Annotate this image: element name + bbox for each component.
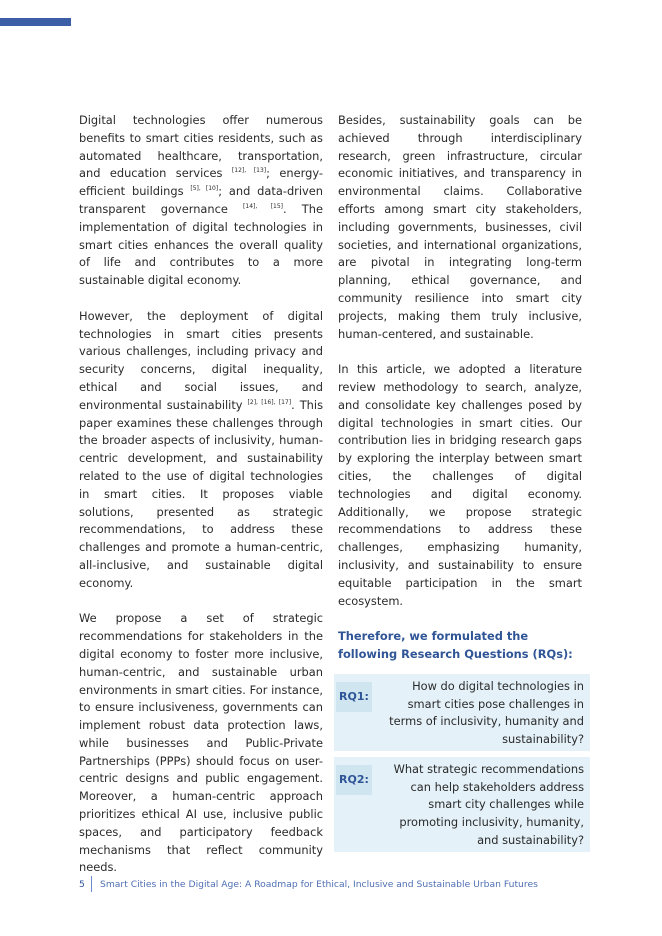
- research-question-box: [334, 757, 590, 852]
- header-accent-bar: [0, 18, 71, 26]
- paragraph-benefits: Digital technologies offer numerous benefits to smart cities residents, such as automated healthcare, transportation, and education services [12], [13]; energy-efficient buildings [5], [10]; and data-driven transparent governance [14], [15]. The implementation of digital technologies in smart cities enhances the overall quality of life and contributes to a more sustainable digital economy.: [79, 113, 323, 288]
- research-question-label: RQ2:: [336, 765, 372, 795]
- paragraph-challenges: However, the deployment of digital technologies in smart cities presents various challenges, including privacy and security concerns, digital inequality, ethical and social issues, and environmental sustainability [2], [16], [17]. This paper examines these challenges through the broader aspects of inclusivity, human-centric development, and sustainability related to the use of digital technologies in smart cities. It proposes viable solutions, presented as strategic recommendations, to address these challenges and promote a human-centric, all-inclusive, and sustainable digital economy.: [79, 308, 323, 590]
- citation: [12], [13]: [231, 167, 267, 175]
- footer-divider: [91, 876, 92, 892]
- research-question-label: RQ1:: [336, 682, 372, 712]
- paragraph-sustainability: Besides, sustainability goals can be achieved through interdisciplinary research, green infrastructure, circular economic initiatives, and transparency in environmental claims. Collaborative efforts among smart city stakeholders, including governments, businesses, civil societies, and international organizations, are pivotal in integrating long-term planning, ethical governance, and community resilience into smart city projects, making them truly inclusive, human-centered, and sustainable.: [338, 113, 582, 341]
- page-footer: [79, 876, 538, 892]
- research-question-text: What strategic recommendations can help stakeholders address smart city challenges while promoting inclusivity, humanity, and sustainability?: [393, 761, 584, 848]
- research-question-text: How do digital technologies in smart cities pose challenges in terms of inclusivity, humanity and sustainability?: [389, 678, 584, 747]
- citation: [14], [15]: [243, 202, 284, 210]
- research-question-box: [334, 674, 590, 751]
- citation: [5], [10]: [190, 185, 219, 193]
- page-number: 5: [79, 878, 85, 890]
- running-title: Smart Cities in the Digital Age: A Roadmap for Ethical, Inclusive and Sustainable Urban Futures: [100, 878, 538, 890]
- paragraph-recommendations: We propose a set of strategic recommendations for stakeholders in the digital economy to foster more inclusive, human-centric, and sustainable urban environments in smart cities. For instance, to ensure inclusiveness, governments can implement robust data protection laws, while businesses and Public-Private Partnerships (PPPs) should focus on user-centric designs and public engagement. Moreover, a human-centric approach prioritizes ethical AI use, inclusive public spaces, and participatory feedback mechanisms that reflect community needs.: [79, 611, 323, 875]
- citation: [2], [16], [17]: [247, 398, 292, 406]
- left-column: [79, 112, 323, 895]
- paragraph-methodology: In this article, we adopted a literature review methodology to search, analyze, and consolidate key challenges posed by digital technologies in smart cities. Our contribution lies in bridging research gaps by exploring the interplay between smart cities, the challenges of digital technologies and digital economy. Additionally, we propose strategic recommendations to address these challenges, emphasizing humanity, inclusivity, and sustainability to ensure equitable participation in the smart ecosystem.: [338, 362, 582, 608]
- right-column: [338, 112, 582, 858]
- research-questions-heading: Therefore, we formulated the following Research Questions (RQs):: [338, 629, 573, 661]
